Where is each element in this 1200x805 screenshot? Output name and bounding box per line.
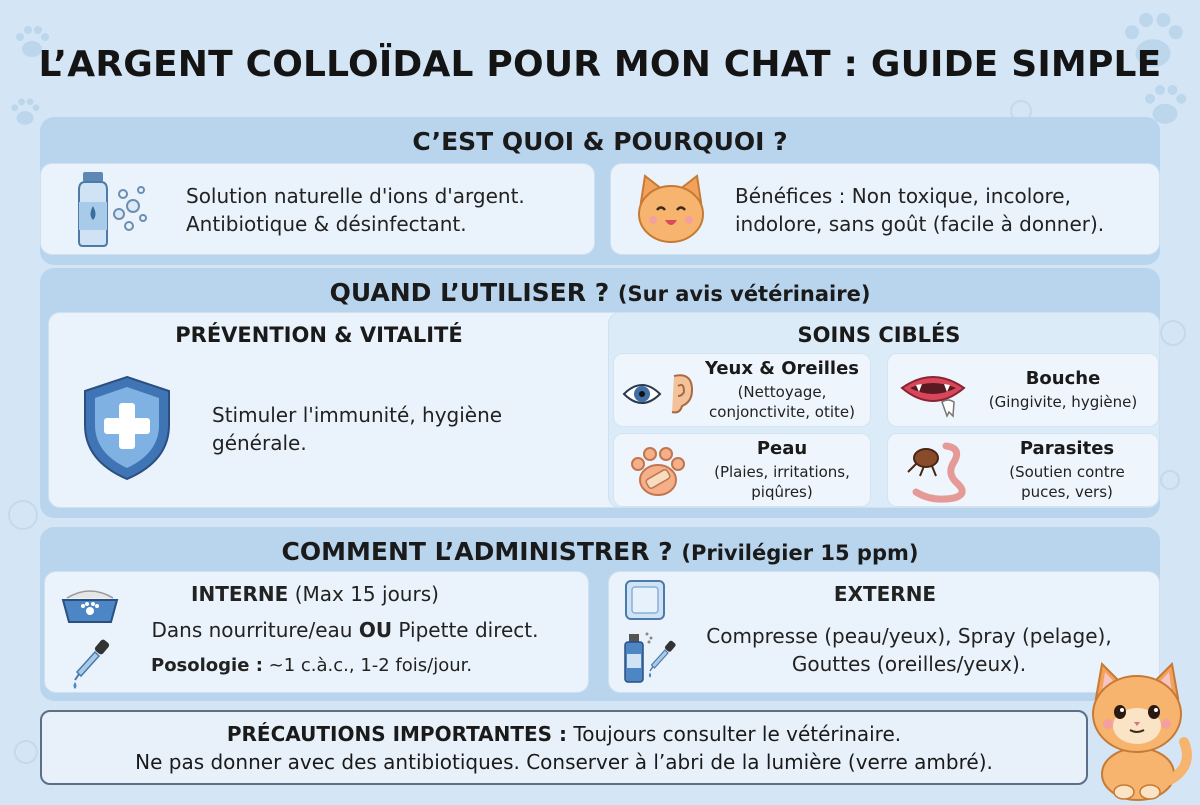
prevention-line-2: générale.	[212, 431, 307, 455]
decor-bubble	[14, 740, 38, 764]
section-title	[40, 278, 1160, 307]
internal-method	[105, 616, 585, 644]
cat-mascot-icon	[1078, 656, 1196, 802]
precautions-line-2: Ne pas donner avec des antibiotiques. Conserver à l’abri de la lumière (verre ambré).	[135, 750, 993, 774]
mouth-icon	[898, 364, 968, 420]
care-item-parasites	[887, 433, 1159, 507]
care-desc-1: (Plaies, irritations,	[714, 463, 850, 481]
targeted-heading: SOINS CIBLÉS	[797, 323, 961, 347]
paw-bandage-icon	[628, 444, 688, 500]
care-desc-2: conjonctivite, otite)	[709, 403, 855, 421]
shield-cross-icon	[77, 373, 177, 483]
cat-face-icon	[631, 172, 711, 248]
dosage-value: ~1 c.à.c., 1-2 fois/jour.	[262, 655, 473, 676]
care-item-eyes-ears	[613, 353, 871, 427]
decor-bubble	[8, 500, 38, 530]
internal-heading-label: INTERNE	[191, 582, 289, 606]
decor-bubble	[1160, 320, 1186, 346]
section-title-sub: (Sur avis vétérinaire)	[617, 282, 871, 306]
care-title: Yeux & Oreilles	[704, 358, 860, 379]
benefits-line-2: indolore, sans goût (facile à donner).	[735, 212, 1105, 236]
card-what	[40, 163, 595, 255]
eye-ear-icon	[622, 366, 698, 418]
decor-bubble	[1160, 470, 1180, 490]
section-title-main: QUAND L’UTILISER ?	[329, 278, 610, 307]
section-when	[40, 268, 1160, 518]
precautions-box	[40, 710, 1088, 785]
external-line-2: Gouttes (oreilles/yeux).	[791, 652, 1027, 676]
flea-worm-icon	[902, 440, 972, 504]
care-item-mouth	[887, 353, 1159, 427]
bottle-icon	[71, 170, 161, 250]
external-heading-label: EXTERNE	[833, 582, 937, 606]
internal-heading-sub: (Max 15 jours)	[294, 582, 439, 606]
section-how	[40, 527, 1160, 701]
what-line-1: Solution naturelle d'ions d'argent.	[186, 184, 525, 208]
section-what-why	[40, 117, 1160, 265]
precautions-label: PRÉCAUTIONS IMPORTANTES :	[226, 722, 568, 746]
dosage-label: Posologie :	[151, 655, 263, 676]
precautions-text-1: Toujours consulter le vétérinaire.	[567, 722, 902, 746]
care-desc-2: puces, vers)	[1021, 483, 1113, 501]
section-title-sub: (Privilégier 15 ppm)	[681, 541, 919, 565]
care-title: Peau	[756, 438, 808, 459]
internal-dosage	[151, 652, 472, 680]
paw-print-icon	[8, 95, 42, 129]
what-line-2: Antibiotique & désinfectant.	[186, 212, 467, 236]
section-title: C’EST QUOI & POURQUOI ?	[412, 127, 788, 156]
internal-method-a: Dans nourriture/eau	[151, 618, 359, 642]
internal-method-or: OU	[358, 618, 393, 642]
care-title: Parasites	[1019, 438, 1115, 459]
card-prevention	[48, 312, 630, 508]
card-benefits	[610, 163, 1160, 255]
page-title: L’ARGENT COLLOÏDAL POUR MON CHAT : GUIDE SIMPLE	[38, 44, 1162, 85]
prevention-heading: PRÉVENTION & VITALITÉ	[175, 323, 463, 347]
card-internal	[44, 571, 589, 693]
internal-method-c: Pipette direct.	[392, 618, 539, 642]
section-title	[40, 537, 1160, 566]
card-targeted-care	[608, 312, 1160, 508]
precautions-line-1	[42, 720, 1086, 748]
care-item-skin	[613, 433, 871, 507]
dropper-icon	[71, 638, 111, 690]
prevention-line-1: Stimuler l'immunité, hygiène	[212, 403, 503, 427]
care-desc-1: (Gingivite, hygiène)	[988, 393, 1138, 411]
section-title-main: COMMENT L’ADMINISTRER ?	[281, 537, 673, 566]
external-heading	[609, 580, 1161, 608]
care-desc-2: piqûres)	[751, 483, 813, 501]
care-title: Bouche	[1025, 368, 1101, 389]
care-desc-1: (Nettoyage,	[737, 383, 827, 401]
internal-heading	[135, 580, 495, 608]
care-desc-1: (Soutien contre	[1009, 463, 1125, 481]
benefits-line-1: Bénéfices : Non toxique, incolore,	[735, 184, 1071, 208]
external-line-1: Compresse (peau/yeux), Spray (pelage),	[706, 624, 1112, 648]
